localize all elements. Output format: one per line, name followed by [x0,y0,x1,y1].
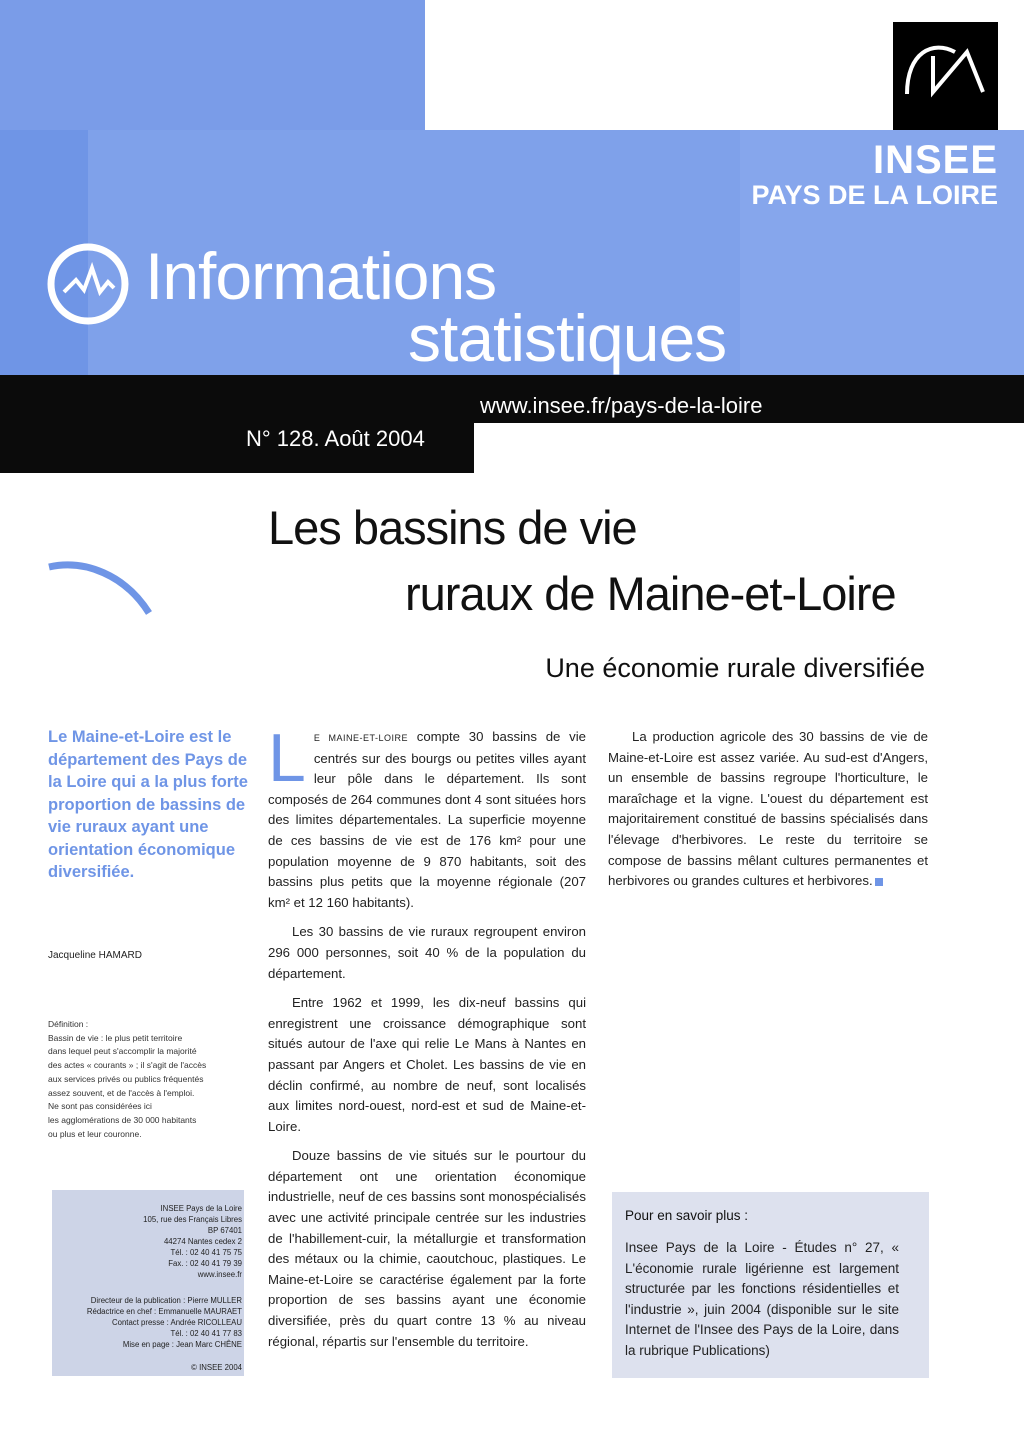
article-subtitle: Une économie rurale diversifiée [545,653,925,683]
end-mark-icon [875,878,883,886]
lead-smallcaps: E MAINE-ET-LOIRE [313,733,408,743]
credit-line: Rédactrice en chef : Emmanuelle MAURAET [86,1307,242,1316]
org-name: INSEE [872,138,998,182]
article-column-1 [268,720,587,1361]
definition-line: Définition : [48,1019,89,1029]
website-url: www.insee.fr/pays-de-la-loire [480,393,763,418]
definition-box [48,1018,248,1141]
credit-line: Directeur de la publication : Pierre MULLER [90,1296,242,1305]
paragraph-text: La production agricole des 30 bassins de vie de Maine-et-Loire est assez variée. Au sud-est d'Angers, un ensemble de bassins regroupe l'horticulture, le maraîchage et la vigne. L'ouest du département est majoritairement constitué de bassins spécialisés dans l'élevage d'herbivores. Le reste du territoire se compose de bassins mêlant cultures permanentes et herbivores ou grandes cultures et herbivores. [608,729,928,889]
address-line: Tél. : 02 40 41 75 75 [170,1248,242,1257]
definition-line: assez souvent, et de l'accès à l'emploi. [48,1087,195,1098]
dropcap: L [268,720,306,796]
credit-line: Contact presse : Andrée RICOLLEAU [111,1318,242,1327]
paragraph: Les 30 bassins de vie ruraux regroupent environ 296 000 personnes, soit 40 % de la population du département. [268,924,586,981]
paragraph [268,720,587,913]
further-reading-title: Pour en savoir plus : [625,1208,749,1223]
address-line: 44274 Nantes cedex 2 [163,1237,242,1246]
article-title-line2: ruraux de Maine-et-Loire [405,567,896,620]
insee-logo [893,22,998,130]
article-title-line1: Les bassins de vie [268,501,637,554]
issue-number: N° 128. Août 2004 [246,426,425,451]
intro-summary: Le Maine-et-Loire est le département des Pays de la Loire qui a la plus forte proportion de bassins de vie ruraux ayant une orientation économique diversifiée. [48,728,248,881]
definition-line: aux services privés ou publics fréquentés [48,1073,204,1084]
definition-line: dans lequel peut s'accomplir la majorité [48,1046,197,1057]
definition-line: ou plus et leur couronne. [48,1128,142,1139]
series-title-line2: statistiques [408,301,727,375]
series-logo-icon [46,242,130,326]
credit-line: Mise en page : Jean Marc CHÊNE [122,1340,242,1349]
address-line: Fax. : 02 40 41 79 39 [168,1259,242,1268]
author: Jacqueline HAMARD [48,950,142,961]
address-line: INSEE Pays de la Loire [160,1204,242,1213]
header-block-top-left [0,0,425,130]
series-title-line1: Informations [145,239,497,313]
paragraph-text: compte 30 bassins de vie centrés sur des bourgs ou petites villes ayant leur pôle dans le département. Ils sont composés de 264 communes dont 4 sont situées hors des limites départementales. La superficie moyenne de ces bassins de vie est de 176 km² pour une population moyenne de 9 870 habitants, soit des bassins plus petits que la moyenne régionale (207 km² et 12 160 habitants). [268,729,587,910]
further-reading-text: Insee Pays de la Loire - Études n° 27, « L'économie rurale ligérienne est largement structurée par les fonctions résidentielles et l'industrie », juin 2004 (disponible sur le site Internet de l'Insee des Pays de la Loire, dans la rubrique Publications) [625,1240,899,1358]
address-line: 105, rue des Français Libres [143,1215,242,1224]
article-column-2 [608,727,928,901]
address-line: www.insee.fr [197,1270,242,1279]
paragraph: Entre 1962 et 1999, les dix-neuf bassins qui enregistrent une croissance démographique sont situés autour de l'axe qui relie Le Mans à Nantes en passant par Angers et Cholet. Les bassins de vie en déclin confirmé, au nombre de neuf, sont localisés aux limites nord-ouest, nord-est et sud de Maine-et-Loire. [268,995,586,1134]
paragraph: Douze bassins de vie situés sur le pourtour du département ont une orientation économique industrielle, neuf de ces bassins sont monospécialisés avec une activité principale centrée sur les industries de l'habillement-cuir, la métallurgie et transformation des métaux ou la chimie, caoutchouc, plastiques. Le Maine-et-Loire se caractérise également par la forte proportion de ses bassins ayant une économie diversifiée, près du quart contre 13 % au niveau régional, répartis sur l'ensemble du territoire. [268,1148,586,1349]
publisher-address [112,1203,242,1280]
definition-line: des actes « courants » ; il s'agit de l'accès [48,1060,207,1071]
definition-line: les agglomérations de 30 000 habitants [48,1114,197,1125]
decorative-arc-icon [45,555,155,625]
credit-line: Tél. : 02 40 41 77 83 [170,1329,242,1338]
definition-line: Bassin de vie : le plus petit territoire [48,1032,183,1043]
copyright: © INSEE 2004 [191,1363,242,1372]
paragraph [608,727,928,892]
publication-credits [56,1295,242,1350]
definition-line: Ne sont pas considérées ici [48,1101,152,1112]
address-line: BP 67401 [207,1226,242,1235]
region-name: PAYS DE LA LOIRE [751,180,998,210]
